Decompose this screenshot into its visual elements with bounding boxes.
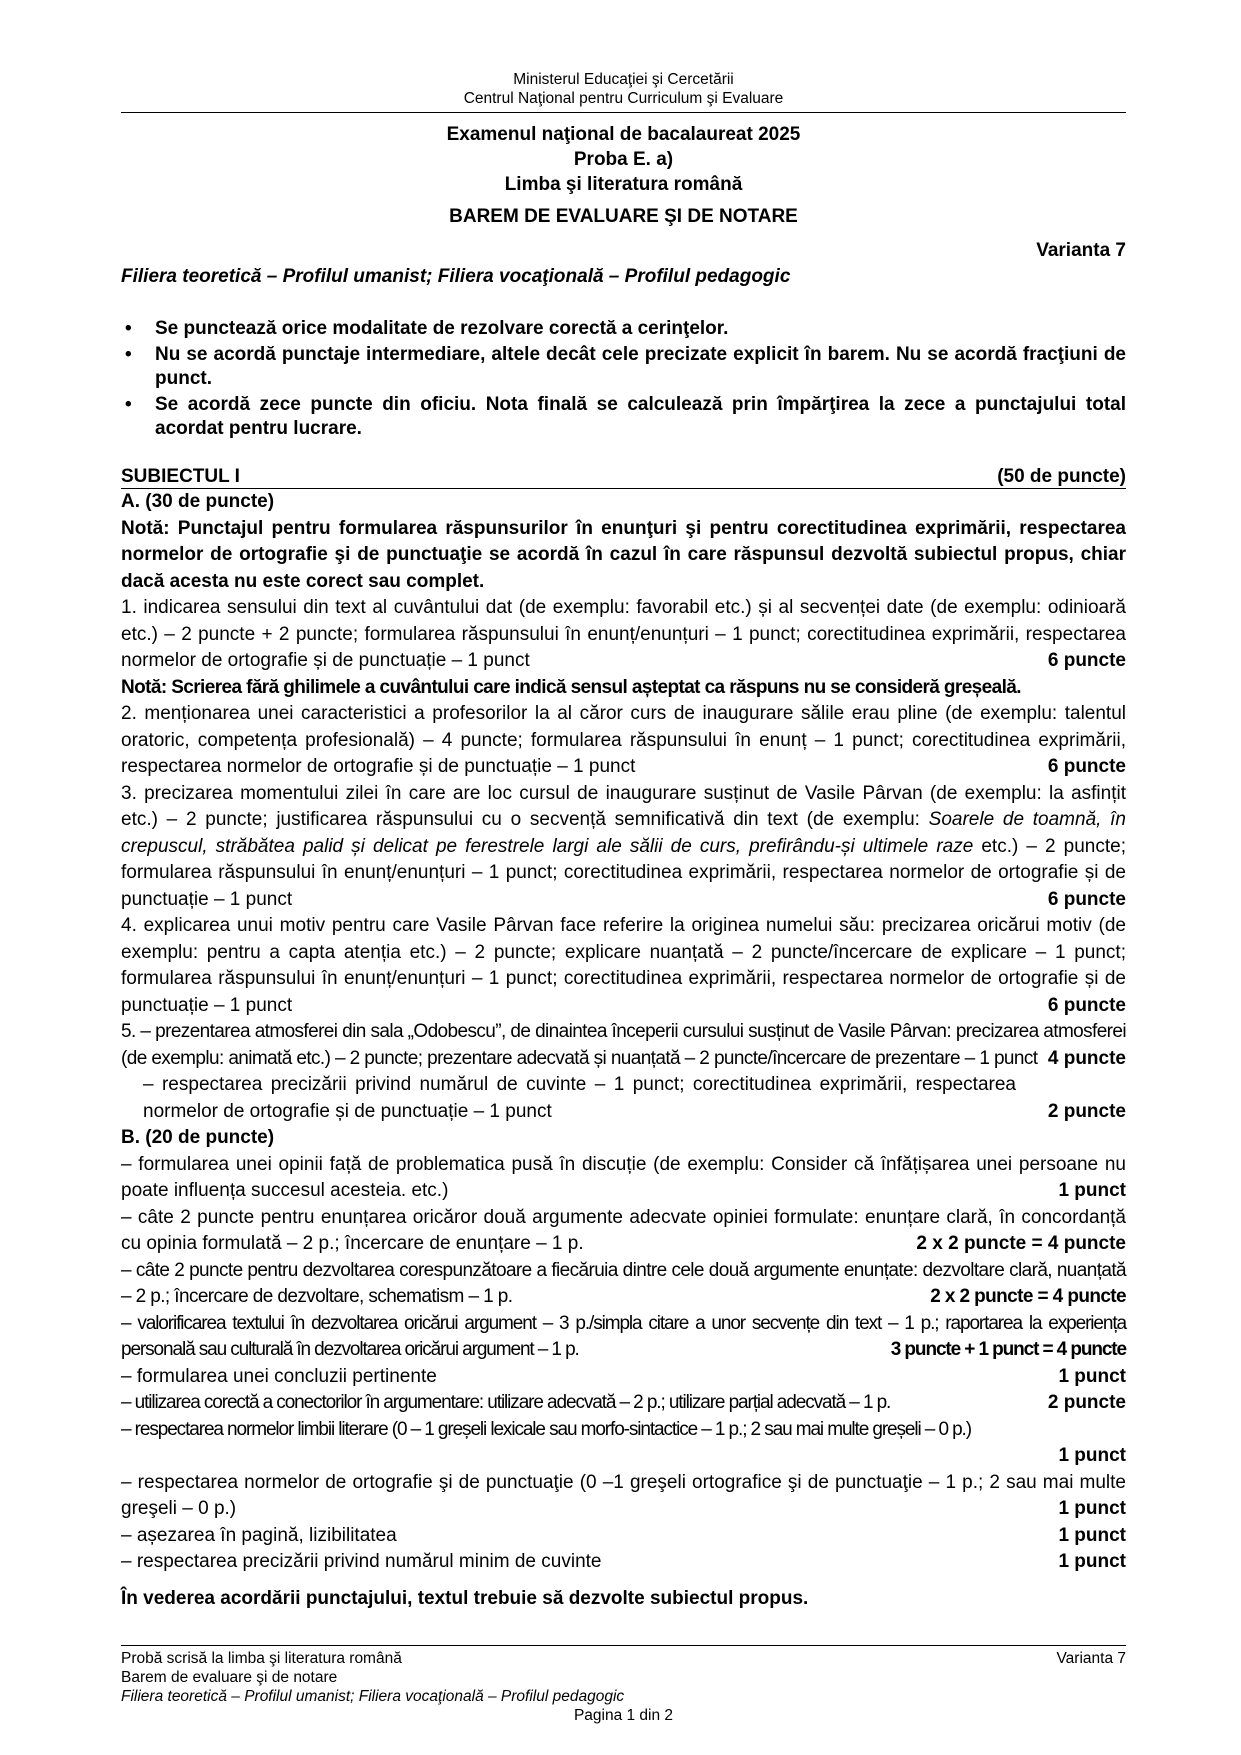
- header-divider: [121, 112, 1126, 113]
- footer-variant: Varianta 7: [1056, 1650, 1126, 1667]
- grading-body: [121, 465, 1126, 1612]
- general-rules-list: [121, 317, 1126, 443]
- exam-title-block: [121, 122, 1126, 229]
- institution-header: [121, 70, 1126, 108]
- final-note: În vederea acordării punctajului, textul trebuie să dezvolte subiectul propus.: [121, 1587, 809, 1609]
- item-1-text: 1. indicarea sensului din text al cuvântului dat (de exemplu: favorabil etc.) și al secvenței date (de exemplu: odinioară etc.) – 2 puncte + 2 puncte; formularea răspunsului în enunț/enunțuri – 1 punct; corectitudinea exprimării, respectarea normelor de ortografie și de punctuație – 1 punct: [121, 597, 1126, 671]
- part-b-row: [121, 1549, 1126, 1576]
- subject-heading: [121, 465, 1126, 489]
- rule-item: • Se acordă zece puncte din oficiu. Nota finală se calculează prin împărţirea la zece a punctajului total acordat pentru lucrare.: [121, 393, 1126, 441]
- part-b-score: 3 puncte + 1 punct = 4 puncte: [890, 1339, 1126, 1360]
- item-2-score: 6 puncte: [1047, 756, 1126, 777]
- part-b-item: – formularea unei concluzii pertinente: [121, 1365, 437, 1387]
- part-b-item: – utilizarea corectă a conectorilor în argumentare: utilizare adecvată – 2 p.; utilizare parțial adecvată – 1 p.: [121, 1392, 891, 1413]
- part-a-note: Notă: Punctajul pentru formularea răspunsurilor în enunţuri şi pentru corectitudinea exprimării, respectarea normelor de ortografie şi de punctuaţie se acordă în cazul în care răspunsul dezvoltă subiectul propus, chiar dacă acesta nu este corect sau complet.: [121, 517, 1126, 592]
- part-b-score: 1 punct: [1058, 1498, 1126, 1519]
- part-b-score: 1 punct: [1058, 1180, 1126, 1201]
- ministry-name: Ministerul Educaţiei şi Cercetării: [513, 71, 734, 88]
- subject-title: Limba şi literatura română: [504, 174, 743, 195]
- item-4-text: 4. explicarea unui motiv pentru care Vasile Pârvan face referire la originea numelui său: precizarea oricărui motiv (de exemplu: pentru a capta atenția etc.) – 2 puncte; explicare nuanțată – 2 puncte/încercare de explicare – 1 punct; formularea răspunsului în enunț/enunțuri – 1 punct; corectitudinea exprimării, respectarea normelor de ortografie și de punctuație – 1 punct: [121, 915, 1126, 1016]
- part-b-item: – câte 2 puncte pentru enunțarea oricăror două argumente adecvate opiniei formulate: enunțare clară, în concordanță cu opinia formulată – 2 p.; încercare de enunțare – 1 p.: [121, 1206, 1126, 1254]
- part-b-item: – valorificarea textului în dezvoltarea oricărui argument – 3 p./simpla citare a unor secvențe din text – 1 p.; raportarea la experiența personală sau culturală în dezvoltarea oricărui argument – 1 p.: [121, 1312, 1126, 1360]
- page-footer: [121, 1645, 1126, 1725]
- part-b-item: – formularea unei opinii față de problematica pusă în discuție (de exemplu: Consider că înfățișarea unei persoane nu poate influența succesul acesteia. etc.): [121, 1153, 1126, 1201]
- part-b-row: [121, 1364, 1126, 1391]
- subject-points: (50 de puncte): [997, 466, 1126, 487]
- item-5-score-b: 2 puncte: [1047, 1100, 1126, 1122]
- item-1-score: 6 puncte: [1047, 650, 1126, 671]
- item-3-score: 6 puncte: [1047, 888, 1126, 910]
- part-b-item: – câte 2 puncte pentru dezvoltarea corespunzătoare a fiecăruia dintre cele două argumente enunțate: dezvoltare clară, nuanțată – 2 p.; încercare de dezvoltare, schematism – 1 p.: [121, 1259, 1126, 1307]
- part-b-score: 2 x 2 puncte = 4 puncte: [930, 1286, 1126, 1307]
- item-2-text: 2. menționarea unei caracteristici a profesorilor la al căror curs de inaugurare sălile erau pline (de exemplu: talentul oratoric, competența profesională) – 4 puncte; formularea răspunsului în enunț – 1 punct; corectitudinea exprimării, respectarea normelor de ortografie și de punctuație – 1 punct: [121, 703, 1126, 777]
- part-b-score: 1 punct: [1058, 1365, 1126, 1387]
- part-b-title: B. (20 de puncte): [121, 1127, 275, 1148]
- rule-item: • Nu se acordă punctaje intermediare, altele decât cele precizate explicit în barem. Nu se acordă fracţiuni de punct.: [121, 343, 1126, 391]
- part-b-row: [121, 1523, 1126, 1550]
- part-a-title: A. (30 de puncte): [121, 491, 275, 512]
- part-b-item: – respectarea normelor de ortografie şi de punctuaţie (0 –1 greşeli ortografice şi de punctuaţie – 1 p.; 2 sau mai multe greşeli – 0 p.): [121, 1471, 1126, 1519]
- part-b-item: – respectarea normelor limbii literare (0 – 1 greșeli lexicale sau morfo-sintactice – 1 p.; 2 sau mai multe greșeli – 0 p.): [121, 1418, 971, 1440]
- variant-label: Varianta 7: [1036, 240, 1126, 261]
- subject-title: SUBIECTUL I: [121, 466, 240, 487]
- item-1-note: Notă: Scrierea fără ghilimele a cuvântului care indică sensul așteptat ca răspuns nu se consideră greșeală.: [121, 676, 1021, 698]
- item-5-text-b: – respectarea precizării privind numărul de cuvinte – 1 punct; corectitudinea exprimării, respectarea normelor de ortografie și de punctuație – 1 punct: [143, 1074, 1016, 1122]
- barem-title: BAREM DE EVALUARE ŞI DE NOTARE: [449, 206, 798, 227]
- exam-title: Examenul naţional de bacalaureat 2025: [446, 124, 801, 145]
- footer-line-2: Barem de evaluare şi de notare: [121, 1669, 338, 1686]
- footer-line-1: Probă scrisă la limba şi literatura română: [121, 1650, 402, 1667]
- item-3-quote: Soarele de toamnă, în crepuscul, străbătea palid și delicat pe ferestrele largi ale sălii de curs, prefirându-și ultimele raze: [121, 809, 1126, 857]
- part-b-item: – respectarea precizării privind numărul minim de cuvinte: [121, 1551, 602, 1572]
- part-b-row: [121, 1390, 1126, 1417]
- item-4-score: 6 puncte: [1047, 994, 1126, 1016]
- proba-title: Proba E. a): [573, 149, 674, 170]
- item-3-text-a: 3. precizarea momentului zilei în care are loc cursul de inaugurare susținut de Vasile Pârvan (de exemplu: la asfințit etc.) – 2 puncte; justificarea răspunsului cu o secvență semnificativă din text (de exemplu:: [121, 782, 1126, 830]
- part-b-score: 1 punct: [1058, 1524, 1126, 1546]
- item-5-score-a: 4 puncte: [1047, 1047, 1126, 1069]
- item-5-text-a: 5. – prezentarea atmosferei din sala „Odobescu”, de dinaintea începerii cursului susținut de Vasile Pârvan: precizarea atmosferei (de exemplu: animată etc.) – 2 puncte; prezentare adecvată și nuanțată – 2 puncte/încercare de prezentare – 1 punct: [121, 1021, 1126, 1069]
- footer-line-3: Filiera teoretică – Profilul umanist; Filiera vocaţională – Profilul pedagogic: [121, 1688, 625, 1705]
- filiera-label: Filiera teoretică – Profilul umanist; Filiera vocaţională – Profilul pedagogic: [121, 266, 791, 287]
- part-b-score: 2 puncte: [1047, 1392, 1126, 1413]
- part-b-score: 1 punct: [1058, 1445, 1126, 1466]
- part-b-score: 1 punct: [1058, 1551, 1126, 1572]
- center-name: Centrul Naţional pentru Curriculum şi Evaluare: [463, 90, 784, 107]
- item-3-text-b: etc.) – 2 puncte; formularea răspunsului în enunț/enunțuri – 1 punct; corectitudinea exprimării, respectarea normelor de ortografie și de punctuație – 1 punct: [121, 835, 1126, 910]
- page-number: Pagina 1 din 2: [573, 1707, 674, 1724]
- part-b-score: 2 x 2 puncte = 4 puncte: [916, 1233, 1126, 1254]
- rule-item: • Se punctează orice modalitate de rezolvare corectă a cerinţelor.: [121, 317, 1126, 341]
- part-b-item: – așezarea în pagină, lizibilitatea: [121, 1524, 397, 1546]
